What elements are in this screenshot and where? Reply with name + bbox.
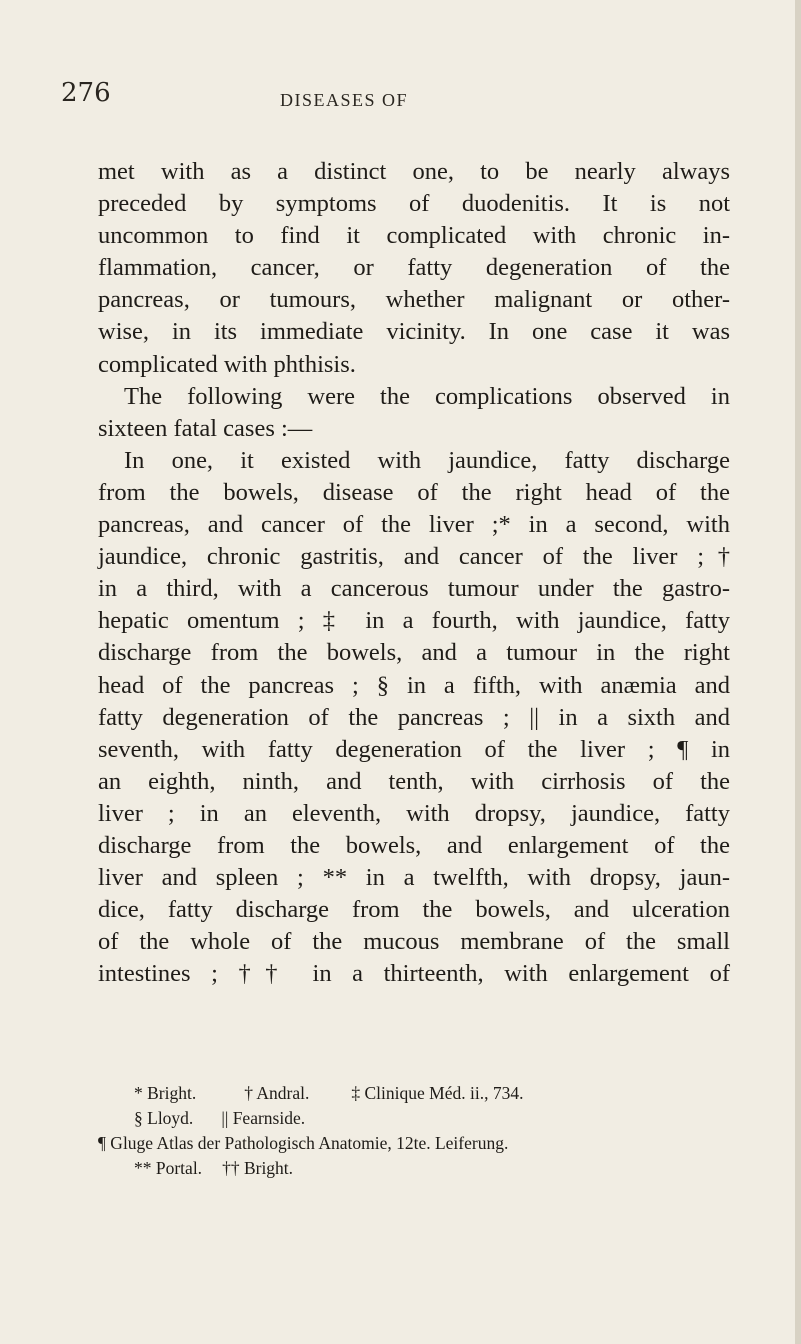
body-line: pancreas, and cancer of the liver ;* in a second, with: [98, 511, 730, 539]
footnotes: [98, 1081, 738, 1181]
body-line: liver ; in an eleventh, with dropsy, jaundice, fatty: [98, 799, 730, 827]
body-line: wise, in its immediate vicinity. In one case it was: [98, 318, 730, 346]
footnote-lloyd: § Lloyd.: [134, 1108, 194, 1128]
footnote-line: [98, 1106, 738, 1131]
page-edge: [795, 0, 801, 1344]
body-line: In one, it existed with jaundice, fatty discharge: [124, 446, 730, 474]
body-line: hepatic omentum ; ‡ in a fourth, with jaundice, fatty: [98, 607, 730, 635]
body-line: The following were the complications observed in: [124, 382, 730, 410]
footnote-portal: ** Portal.: [134, 1158, 203, 1178]
body-line: liver and spleen ; ** in a twelfth, with dropsy, jaun-: [98, 864, 730, 892]
footnote-fearnside: || Fearnside.: [221, 1108, 306, 1128]
body-line: discharge from the bowels, and enlargement of the: [98, 831, 730, 859]
footnote-bright: * Bright.: [134, 1083, 197, 1103]
footnote-line: [98, 1131, 738, 1156]
body-line: uncommon to find it complicated with chronic in-: [98, 222, 730, 250]
body-line: an eighth, ninth, and tenth, with cirrhosis of the: [98, 767, 730, 795]
body-line: sixteen fatal cases :—: [98, 414, 313, 442]
running-head: DISEASES OF: [280, 90, 409, 110]
body-line: jaundice, chronic gastritis, and cancer of the liver ;†: [98, 543, 730, 571]
body-line: fatty degeneration of the pancreas ; || in a sixth and: [98, 703, 730, 731]
body-line: met with as a distinct one, to be nearly always: [98, 158, 730, 185]
body-line: intestines ; †† in a thirteenth, with enlargement of: [98, 960, 730, 988]
footnote-line: [98, 1081, 738, 1106]
body-line: flammation, cancer, or fatty degeneration of the: [98, 254, 730, 282]
body-line: in a third, with a cancerous tumour under the gastro-: [98, 575, 730, 603]
footnote-line: [98, 1156, 738, 1181]
body-line: preceded by symptoms of duodenitis. It is not: [98, 190, 730, 218]
footnote-andral: † Andral.: [244, 1083, 310, 1103]
page-number: 276: [61, 78, 111, 108]
footnote-gluge: ¶ Gluge Atlas der Pathologisch Anatomie, 12te. Leiferung.: [98, 1133, 509, 1153]
body-text: [98, 156, 730, 990]
body-line: complicated with phthisis.: [98, 350, 356, 378]
body-line: seventh, with fatty degeneration of the liver ; ¶ in: [98, 735, 730, 763]
body-line: from the bowels, disease of the right head of the: [98, 478, 730, 506]
body-line: of the whole of the mucous membrane of the small: [98, 928, 730, 956]
body-line: head of the pancreas ; § in a fifth, with anæmia and: [98, 671, 730, 699]
body-line: pancreas, or tumours, whether malignant or other-: [98, 286, 730, 314]
footnote-clinique: ‡ Clinique Méd. ii., 734.: [351, 1083, 524, 1103]
body-line: dice, fatty discharge from the bowels, and ulceration: [98, 896, 730, 924]
footnote-bright-2: †† Bright.: [222, 1158, 294, 1178]
body-line: discharge from the bowels, and a tumour in the right: [98, 639, 730, 667]
